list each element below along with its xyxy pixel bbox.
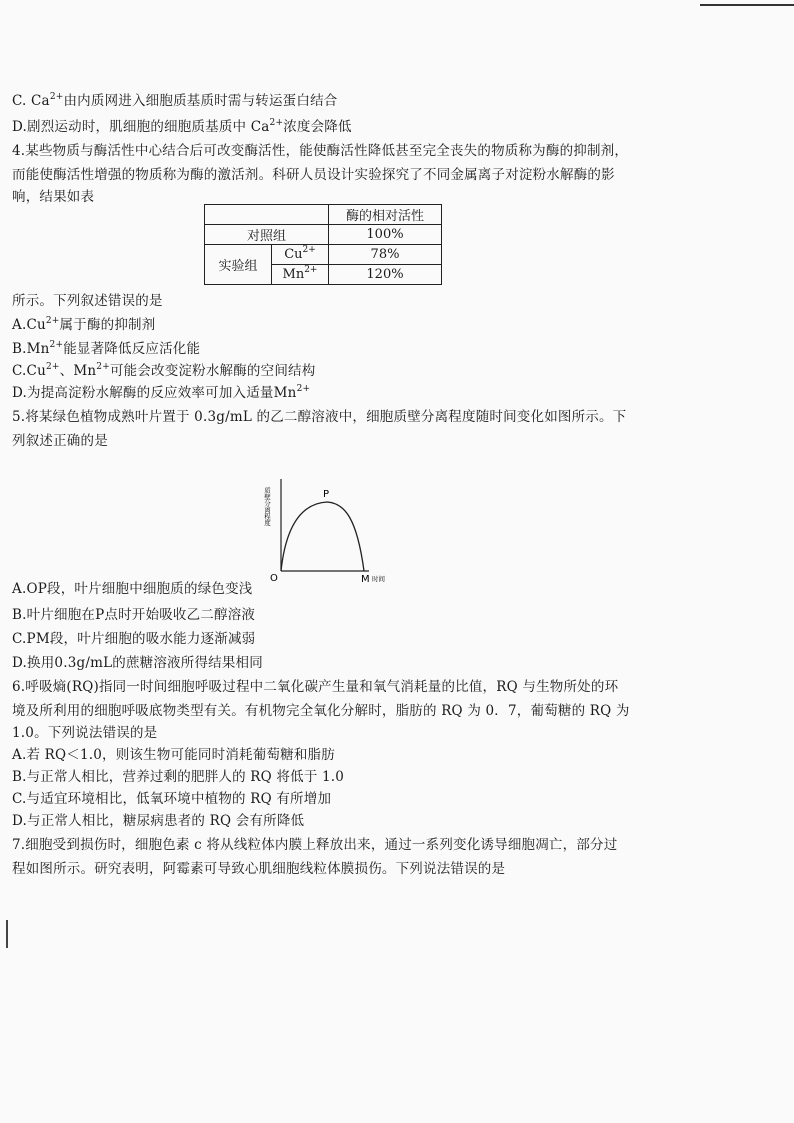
q4-option-d: D.为提高淀粉水解酶的反应效率可加入适量$Mn^{2+}$	[12, 383, 311, 401]
q4-option-a: $A.Cu^{2+}$属于酶的抑制剂	[12, 315, 156, 333]
table-exp-label: 实验组	[205, 245, 272, 285]
q4-stem-line2: 而能使酶活性增强的物质称为酶的激活剂。科研人员设计实验探究了不同金属离子对淀粉水解酶的影	[12, 167, 615, 183]
q4-option-c: $C.Cu^{2+}$、$Mn^{2+}$可能会改变淀粉水解酶的空间结构	[12, 361, 316, 379]
q4-option-b: $B.Mn^{2+}$能显著降低反应活化能	[12, 339, 201, 357]
graph-origin-label: O	[270, 573, 278, 584]
q6-stem-line1: 6.呼吸熵(RQ)指同一时间细胞呼吸过程中二氧化碳产生量和氧气消耗量的比值，RQ 与生物所处的环	[12, 679, 619, 695]
q5-option-d: D.换用0.3g/mL的蔗糖溶液所得结果相同	[12, 655, 263, 671]
q6-stem-line2: 境及所利用的细胞呼吸底物类型有关。有机物完全氧化分解时，脂肪的 RQ 为 0．7，葡萄糖的 RQ 为	[12, 703, 630, 719]
table-value-mn: 120%	[329, 265, 442, 285]
graph-peak-label: P	[323, 489, 330, 500]
q5-option-b: B.叶片细胞在P点时开始吸收乙二醇溶液	[12, 607, 256, 623]
q5-option-a: A.OP段，叶片细胞中细胞质的绿色变浅	[12, 581, 253, 597]
q6-option-c: C.与适宜环境相比，低氧环境中植物的 RQ 有所增加	[12, 791, 332, 807]
table-control-label: 对照组	[205, 225, 329, 245]
q6-option-b: B.与正常人相比，营养过剩的肥胖人的 RQ 将低于 1.0	[12, 769, 345, 785]
scan-edge-mark	[700, 4, 794, 6]
q6-option-d: D.与正常人相比，糖尿病患者的 RQ 会有所降低	[12, 813, 305, 829]
graph-curve	[281, 502, 364, 571]
q6-option-a: A.若 RQ＜1.0，则该生物可能同时消耗葡萄糖和脂肪	[12, 747, 335, 763]
graph-xlabel: 时间	[372, 575, 385, 583]
table-value-cu: 78%	[329, 245, 442, 265]
q4-stem-line1: 4.某些物质与酶活性中心结合后可改变酶活性，能使酶活性降低甚至完全丧失的物质称为酶的抑制剂，	[12, 143, 629, 159]
graph-end-label: M	[361, 574, 370, 585]
scan-edge-mark-left	[6, 920, 8, 948]
q7-stem-line2: 程如图所示。研究表明，阿霉素可导致心肌细胞线粒体膜损伤。下列说法错误的是	[12, 861, 506, 877]
q7-stem-line1: 7.细胞受到损伤时，细胞色素 c 将从线粒体内膜上释放出来，通过一系列变化诱导细胞凋亡，部分过	[12, 837, 618, 853]
q3-option-d: D.剧烈运动时，肌细胞的细胞质基质中 $Ca^{2+}$浓度会降低	[12, 117, 352, 135]
q5-stem-line2: 列叙述正确的是	[12, 433, 108, 449]
table-header-activity: 酶的相对活性	[329, 205, 442, 225]
q3-option-c: C. $Ca^{2+}$由内质网进入细胞质基质时需与转运蛋白结合	[12, 91, 338, 109]
q6-stem-line3: 1.0。下列说法错误的是	[12, 725, 158, 741]
q4-stem-line4: 所示。下列叙述错误的是	[12, 293, 163, 309]
table-header-blank	[205, 205, 329, 225]
q5-option-c: C.PM段，叶片细胞的吸水能力逐渐减弱	[12, 631, 256, 647]
table-control-value: 100%	[329, 225, 442, 245]
table-ion-mn: $Mn^{2+}$	[272, 265, 329, 285]
plasmolysis-graph	[265, 475, 425, 585]
graph-ylabel: 质壁分离程度	[263, 487, 271, 526]
q5-stem-line1: 5.将某绿色植物成熟叶片置于 0.3g/mL 的乙二醇溶液中，细胞质壁分离程度随时间变化如图所示。下	[12, 409, 627, 425]
table-ion-cu: $Cu^{2+}$	[272, 245, 329, 265]
enzyme-activity-table	[204, 204, 442, 285]
q4-stem-line3: 响，结果如表	[12, 189, 95, 205]
